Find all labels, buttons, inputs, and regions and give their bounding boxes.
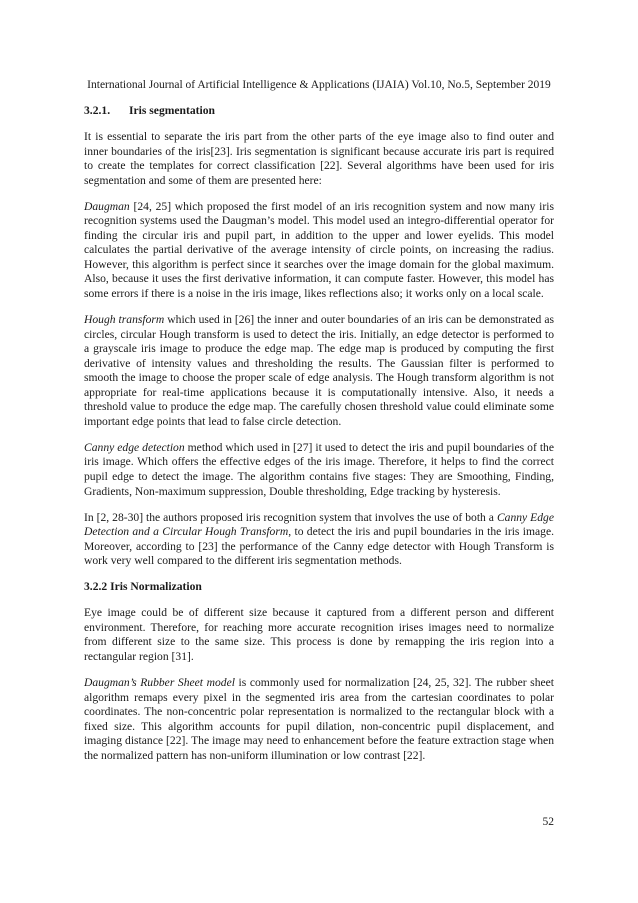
term-canny-hough: Canny Edge Detection and a Circular Hough Transform xyxy=(84,510,554,539)
paragraph-intro-segmentation: It is essential to separate the iris part from the other parts of the eye image also to find outer and inner boundaries of the iris[23]. Iris segmentation is significant because accurate iris part is required to create the templates for correct classification [22]. Several algorithms have been used for iris segmentation and some of them are presented here: xyxy=(84,130,554,187)
combined-text-after: , to detect the iris and pupil boundaries in the iris image. Moreover, according to [23] the performance of the Canny edge detector with Hough Transform is work very well compared to the different iris segmentation methods. xyxy=(84,525,554,568)
combined-text-before: In [2, 28-30] the authors proposed iris recognition system that involves the use of both a xyxy=(84,510,497,524)
paragraph-combined-methods xyxy=(84,511,554,569)
term-hough-transform: Hough transform xyxy=(84,313,165,327)
section-heading-iris-normalization: 3.2.2 Iris Normalization xyxy=(84,580,202,594)
term-canny-edge-detection: Canny edge detection xyxy=(84,440,185,454)
section-heading-iris-segmentation xyxy=(84,104,554,118)
paragraph-hough-transform xyxy=(84,313,554,429)
page-content xyxy=(84,104,554,775)
paragraph-rubber-sheet xyxy=(84,676,554,763)
rubber-sheet-text: is commonly used for normalization [24, 25, 32]. The rubber sheet algorithm remaps every pixel in the segmented iris area from the cartesian coordinates to polar coordinates. The non-concentric polar representation is normalized to the rectangular block with a fixed size. This algorithm accounts for pupil dilation, non-concentric pupil displacement, and imaging distance [22]. The image may need to enhancement before the feature extraction stage when the normalized pattern has non-uniform illumination or low contrast [22]. xyxy=(84,675,554,762)
running-header: International Journal of Artificial Intelligence & Applications (IJAIA) Vol.10, No.5, September 2019 xyxy=(87,79,551,91)
section-number: 3.2.1. xyxy=(84,104,111,117)
section-title: Iris segmentation xyxy=(129,104,215,117)
page-number: 52 xyxy=(542,816,554,828)
daugman-text: [24, 25] which proposed the first model of an iris recognition system and now many iris recognition systems used the Daugman’s model. This model used an integro-differential operator for finding the circular iris and pupil part, in addition to the upper and lower eyelids. This model calculates the partial derivative of the average intensity of circle points, on increasing the radius. However, this algorithm is perfect since it searches over the image domain for the global maximum. Also, because it uses the first derivative information, it can compute faster. However, this model has some errors if there is a noise in the iris image, likes reflections also; it works only on a local scale. xyxy=(84,199,554,300)
canny-text: method which used in [27] it used to detect the iris and pupil boundaries of the iris image. Which offers the effective edges of the iris image. Therefore, it helps to find the correct pupil edge to detect the image. The algorithm contains five stages: They are Smoothing, Finding, Gradients, Non-maximum suppression, Double thresholding, Edge tracking by hysteresis. xyxy=(84,440,554,498)
hough-text: which used in [26] the inner and outer boundaries of an iris can be demonstrated as circles, circular Hough transform is used to detect the iris. Initially, an edge detector is performed to a grayscale iris image to produce the edge map. The edge map is produced by computing the first derivative of intensity values and thresholding the results. The Gaussian filter is performed to smooth the image to choose the proper scale of edge analysis. The Hough transform algorithm is not appropriate for real-time applications because it is computationally intensive. Also, it needs a threshold value to produce the edge map. The carefully chosen threshold value could eliminate some important edge points that lead to false circle detection. xyxy=(84,313,554,428)
paragraph-canny-edge xyxy=(84,441,554,499)
term-rubber-sheet-model: Daugman’s Rubber Sheet model xyxy=(84,675,235,689)
paragraph-intro-normalization: Eye image could be of different size because it captured from a different person and different environment. Therefore, for reaching more accurate recognition irises images need to normalize from different size to the same size. This process is done by remapping the iris region into a rectangular region [31]. xyxy=(84,606,554,663)
term-daugman: Daugman xyxy=(84,199,130,213)
paragraph-daugman xyxy=(84,200,554,302)
